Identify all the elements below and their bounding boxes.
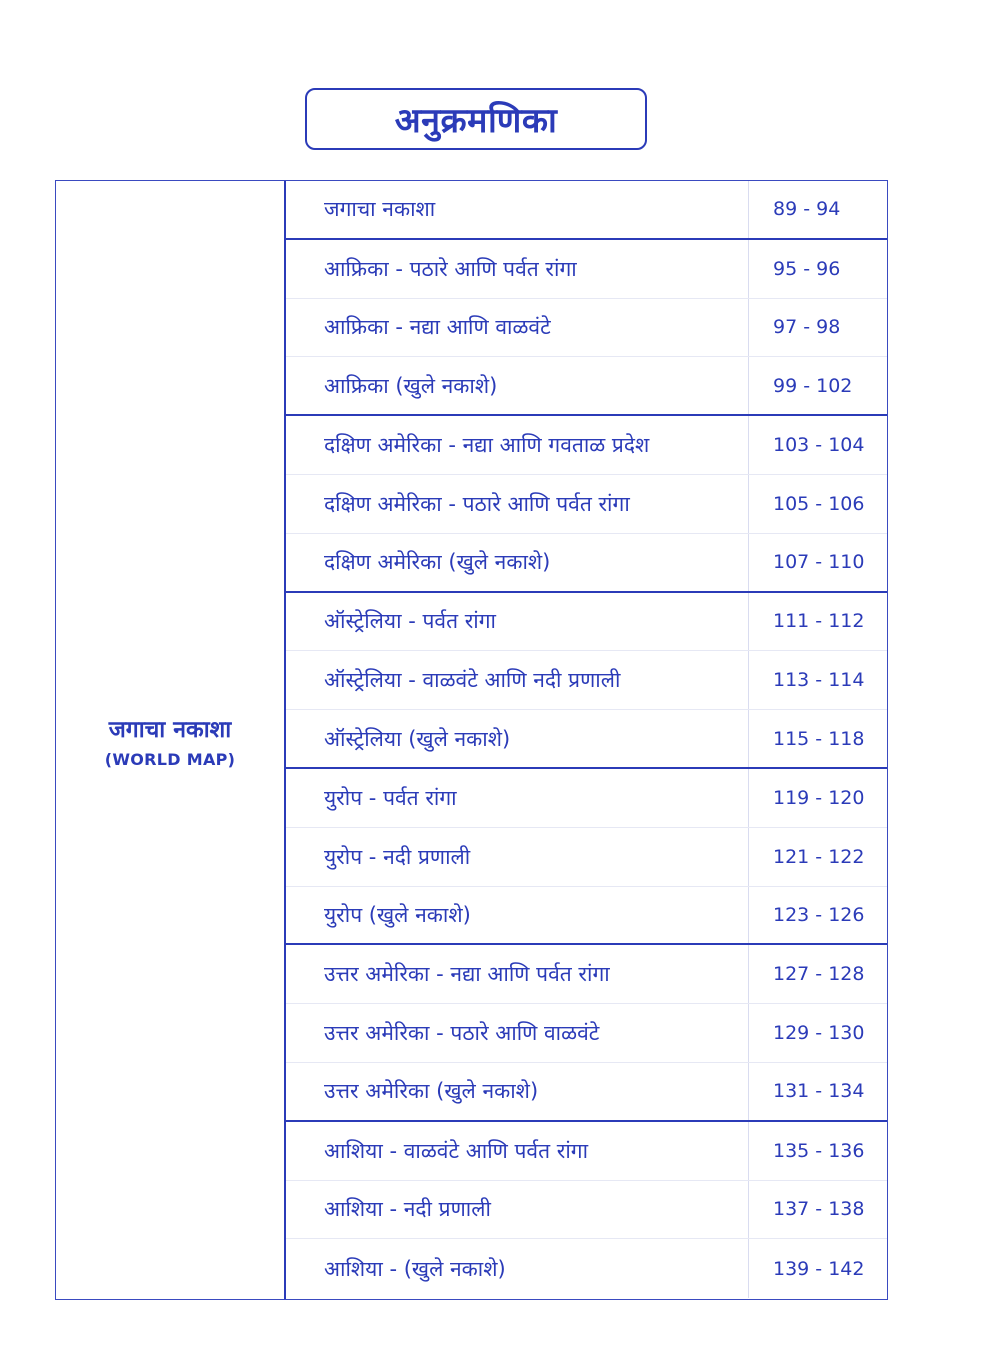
toc-entry-pages: 95 - 96 (748, 240, 887, 298)
toc-row[interactable] (286, 887, 887, 946)
toc-entry-pages: 89 - 94 (748, 181, 887, 238)
toc-entry-pages: 115 - 118 (748, 710, 887, 767)
toc-entry-title: युरोप (खुले नकाशे) (324, 902, 471, 927)
toc-entry-pages: 123 - 126 (748, 887, 887, 944)
toc-row[interactable] (286, 651, 887, 710)
toc-table (55, 180, 888, 1300)
toc-row[interactable] (286, 534, 887, 593)
toc-entry-title: ऑस्ट्रेलिया (खुले नकाशे) (324, 726, 511, 751)
toc-row[interactable] (286, 593, 887, 652)
toc-entry-title: आफ्रिका - पठारे आणि पर्वत रांगा (324, 256, 577, 281)
toc-entry-pages: 119 - 120 (748, 769, 887, 827)
toc-entry-pages: 105 - 106 (748, 475, 887, 533)
page-title: अनुक्रमणिका (394, 101, 558, 141)
toc-row[interactable] (286, 769, 887, 828)
toc-row[interactable] (286, 1004, 887, 1063)
toc-entry-title: युरोप - पर्वत रांगा (324, 785, 457, 810)
toc-entry-title: दक्षिण अमेरिका (खुले नकाशे) (324, 550, 551, 575)
toc-entry-title: ऑस्ट्रेलिया - वाळवंटे आणि नदी प्रणाली (324, 668, 621, 693)
toc-entry-title: आशिया - वाळवंटे आणि पर्वत रांगा (324, 1138, 589, 1163)
section-title: जगाचा नकाशा (108, 716, 232, 743)
toc-rows (286, 181, 887, 1299)
toc-row[interactable] (286, 299, 887, 358)
toc-entry-pages: 129 - 130 (748, 1004, 887, 1062)
toc-entry-title: ऑस्ट्रेलिया - पर्वत रांगा (324, 609, 496, 634)
toc-entry-title: जगाचा नकाशा (324, 197, 436, 222)
toc-entry-pages: 127 - 128 (748, 945, 887, 1003)
toc-row[interactable] (286, 1181, 887, 1240)
title-box (305, 88, 647, 150)
toc-entry-title: आफ्रिका (खुले नकाशे) (324, 373, 498, 398)
section-cell (56, 181, 286, 1299)
toc-row[interactable] (286, 828, 887, 887)
toc-row[interactable] (286, 945, 887, 1004)
toc-row[interactable] (286, 475, 887, 534)
toc-entry-pages: 113 - 114 (748, 651, 887, 709)
toc-entry-pages: 97 - 98 (748, 299, 887, 357)
toc-row[interactable] (286, 357, 887, 416)
toc-entry-title: उत्तर अमेरिका (खुले नकाशे) (324, 1079, 539, 1104)
toc-entry-pages: 139 - 142 (748, 1239, 887, 1298)
toc-entry-title: आशिया - (खुले नकाशे) (324, 1256, 506, 1281)
toc-entry-title: आफ्रिका - नद्या आणि वाळवंटे (324, 315, 551, 340)
toc-entry-pages: 137 - 138 (748, 1181, 887, 1239)
toc-entry-pages: 131 - 134 (748, 1063, 887, 1120)
toc-entry-pages: 99 - 102 (748, 357, 887, 414)
toc-entry-pages: 111 - 112 (748, 593, 887, 651)
toc-entry-pages: 107 - 110 (748, 534, 887, 591)
toc-entry-title: दक्षिण अमेरिका - नद्या आणि गवताळ प्रदेश (324, 433, 650, 458)
section-subtitle: (WORLD MAP) (104, 749, 236, 769)
toc-row[interactable] (286, 1239, 887, 1298)
toc-entry-pages: 103 - 104 (748, 416, 887, 474)
toc-entry-title: दक्षिण अमेरिका - पठारे आणि पर्वत रांगा (324, 491, 630, 516)
toc-row[interactable] (286, 710, 887, 769)
toc-entry-title: उत्तर अमेरिका - पठारे आणि वाळवंटे (324, 1021, 600, 1046)
toc-entry-title: उत्तर अमेरिका - नद्या आणि पर्वत रांगा (324, 962, 610, 987)
toc-row[interactable] (286, 240, 887, 299)
toc-entry-pages: 121 - 122 (748, 828, 887, 886)
toc-row[interactable] (286, 416, 887, 475)
toc-row[interactable] (286, 181, 887, 240)
toc-entry-title: आशिया - नदी प्रणाली (324, 1197, 491, 1222)
toc-row[interactable] (286, 1122, 887, 1181)
toc-entry-title: युरोप - नदी प्रणाली (324, 844, 471, 869)
toc-row[interactable] (286, 1063, 887, 1122)
toc-entry-pages: 135 - 136 (748, 1122, 887, 1180)
